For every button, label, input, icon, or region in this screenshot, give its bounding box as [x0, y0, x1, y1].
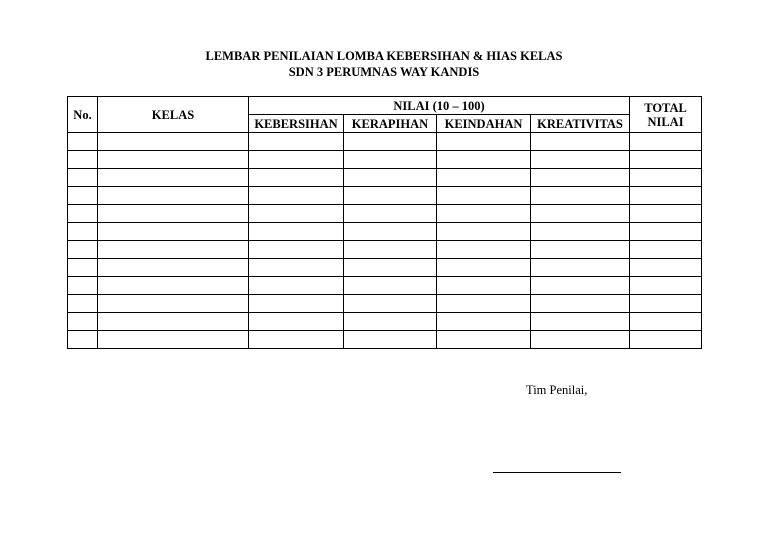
cell-total — [630, 223, 702, 241]
cell-total — [630, 313, 702, 331]
table-row — [68, 187, 702, 205]
cell-total — [630, 151, 702, 169]
cell-kelas — [98, 223, 249, 241]
cell-total — [630, 169, 702, 187]
cell-kerapihan — [344, 331, 437, 349]
cell-no — [68, 151, 98, 169]
cell-kelas — [98, 241, 249, 259]
cell-keindahan — [437, 223, 531, 241]
table-row — [68, 133, 702, 151]
cell-kerapihan — [344, 259, 437, 277]
cell-kelas — [98, 187, 249, 205]
header-total-line1: TOTAL — [644, 100, 687, 115]
school-name: SDN 3 PERUMNAS WAY KANDIS — [288, 65, 480, 79]
cell-kerapihan — [344, 151, 437, 169]
score-table — [67, 96, 702, 349]
cell-total — [630, 133, 702, 151]
cell-no — [68, 259, 98, 277]
header-keindahan: KEINDAHAN — [437, 115, 531, 133]
header-no: No. — [68, 97, 98, 133]
cell-total — [630, 187, 702, 205]
cell-no — [68, 133, 98, 151]
cell-kreativitas — [531, 259, 630, 277]
cell-kreativitas — [531, 295, 630, 313]
table-row — [68, 169, 702, 187]
header-total-nilai — [630, 97, 702, 133]
cell-keindahan — [437, 205, 531, 223]
table-row — [68, 331, 702, 349]
table-row — [68, 151, 702, 169]
cell-kelas — [98, 331, 249, 349]
cell-keindahan — [437, 295, 531, 313]
cell-keindahan — [437, 151, 531, 169]
cell-kebersihan — [249, 223, 344, 241]
header-kelas: KELAS — [98, 97, 249, 133]
cell-keindahan — [437, 187, 531, 205]
cell-keindahan — [437, 241, 531, 259]
cell-total — [630, 295, 702, 313]
cell-kreativitas — [531, 223, 630, 241]
cell-kerapihan — [344, 277, 437, 295]
signature-line — [493, 472, 621, 473]
cell-keindahan — [437, 331, 531, 349]
cell-kreativitas — [531, 313, 630, 331]
table-row — [68, 223, 702, 241]
cell-keindahan — [437, 169, 531, 187]
cell-kerapihan — [344, 313, 437, 331]
cell-no — [68, 295, 98, 313]
cell-kelas — [98, 277, 249, 295]
cell-kreativitas — [531, 151, 630, 169]
cell-kebersihan — [249, 241, 344, 259]
cell-no — [68, 331, 98, 349]
cell-kebersihan — [249, 277, 344, 295]
cell-kebersihan — [249, 205, 344, 223]
table-row — [68, 277, 702, 295]
cell-kreativitas — [531, 205, 630, 223]
cell-total — [630, 277, 702, 295]
signature-label: Tim Penilai, — [526, 383, 588, 397]
cell-kelas — [98, 295, 249, 313]
header-kebersihan: KEBERSIHAN — [249, 115, 344, 133]
cell-kebersihan — [249, 295, 344, 313]
cell-kerapihan — [344, 241, 437, 259]
cell-kerapihan — [344, 223, 437, 241]
header-kerapihan: KERAPIHAN — [344, 115, 437, 133]
score-table-body — [68, 133, 702, 349]
cell-total — [630, 331, 702, 349]
cell-kebersihan — [249, 313, 344, 331]
cell-kebersihan — [249, 259, 344, 277]
cell-kebersihan — [249, 169, 344, 187]
cell-kelas — [98, 205, 249, 223]
cell-kreativitas — [531, 187, 630, 205]
cell-kreativitas — [531, 277, 630, 295]
cell-no — [68, 313, 98, 331]
header-nilai-group: NILAI (10 – 100) — [249, 97, 630, 115]
cell-kelas — [98, 169, 249, 187]
cell-kelas — [98, 151, 249, 169]
table-row — [68, 259, 702, 277]
cell-keindahan — [437, 133, 531, 151]
cell-kerapihan — [344, 205, 437, 223]
cell-kreativitas — [531, 241, 630, 259]
cell-no — [68, 205, 98, 223]
cell-kerapihan — [344, 187, 437, 205]
cell-kreativitas — [531, 331, 630, 349]
header-total-line2: NILAI — [647, 114, 684, 129]
cell-kerapihan — [344, 169, 437, 187]
cell-kerapihan — [344, 295, 437, 313]
cell-keindahan — [437, 277, 531, 295]
cell-kelas — [98, 133, 249, 151]
table-row — [68, 313, 702, 331]
cell-kelas — [98, 259, 249, 277]
cell-no — [68, 241, 98, 259]
cell-total — [630, 241, 702, 259]
document-title: LEMBAR PENILAIAN LOMBA KEBERSIHAN & HIAS KELAS — [205, 49, 563, 63]
cell-kelas — [98, 313, 249, 331]
cell-kreativitas — [531, 133, 630, 151]
cell-total — [630, 259, 702, 277]
cell-no — [68, 187, 98, 205]
table-row — [68, 241, 702, 259]
header-kreativitas: KREATIVITAS — [531, 115, 630, 133]
cell-total — [630, 205, 702, 223]
table-row — [68, 205, 702, 223]
cell-no — [68, 169, 98, 187]
table-row — [68, 295, 702, 313]
cell-kreativitas — [531, 169, 630, 187]
cell-kebersihan — [249, 331, 344, 349]
cell-keindahan — [437, 259, 531, 277]
cell-no — [68, 223, 98, 241]
cell-kerapihan — [344, 133, 437, 151]
cell-kebersihan — [249, 133, 344, 151]
cell-kebersihan — [249, 187, 344, 205]
cell-kebersihan — [249, 151, 344, 169]
cell-no — [68, 277, 98, 295]
cell-keindahan — [437, 313, 531, 331]
